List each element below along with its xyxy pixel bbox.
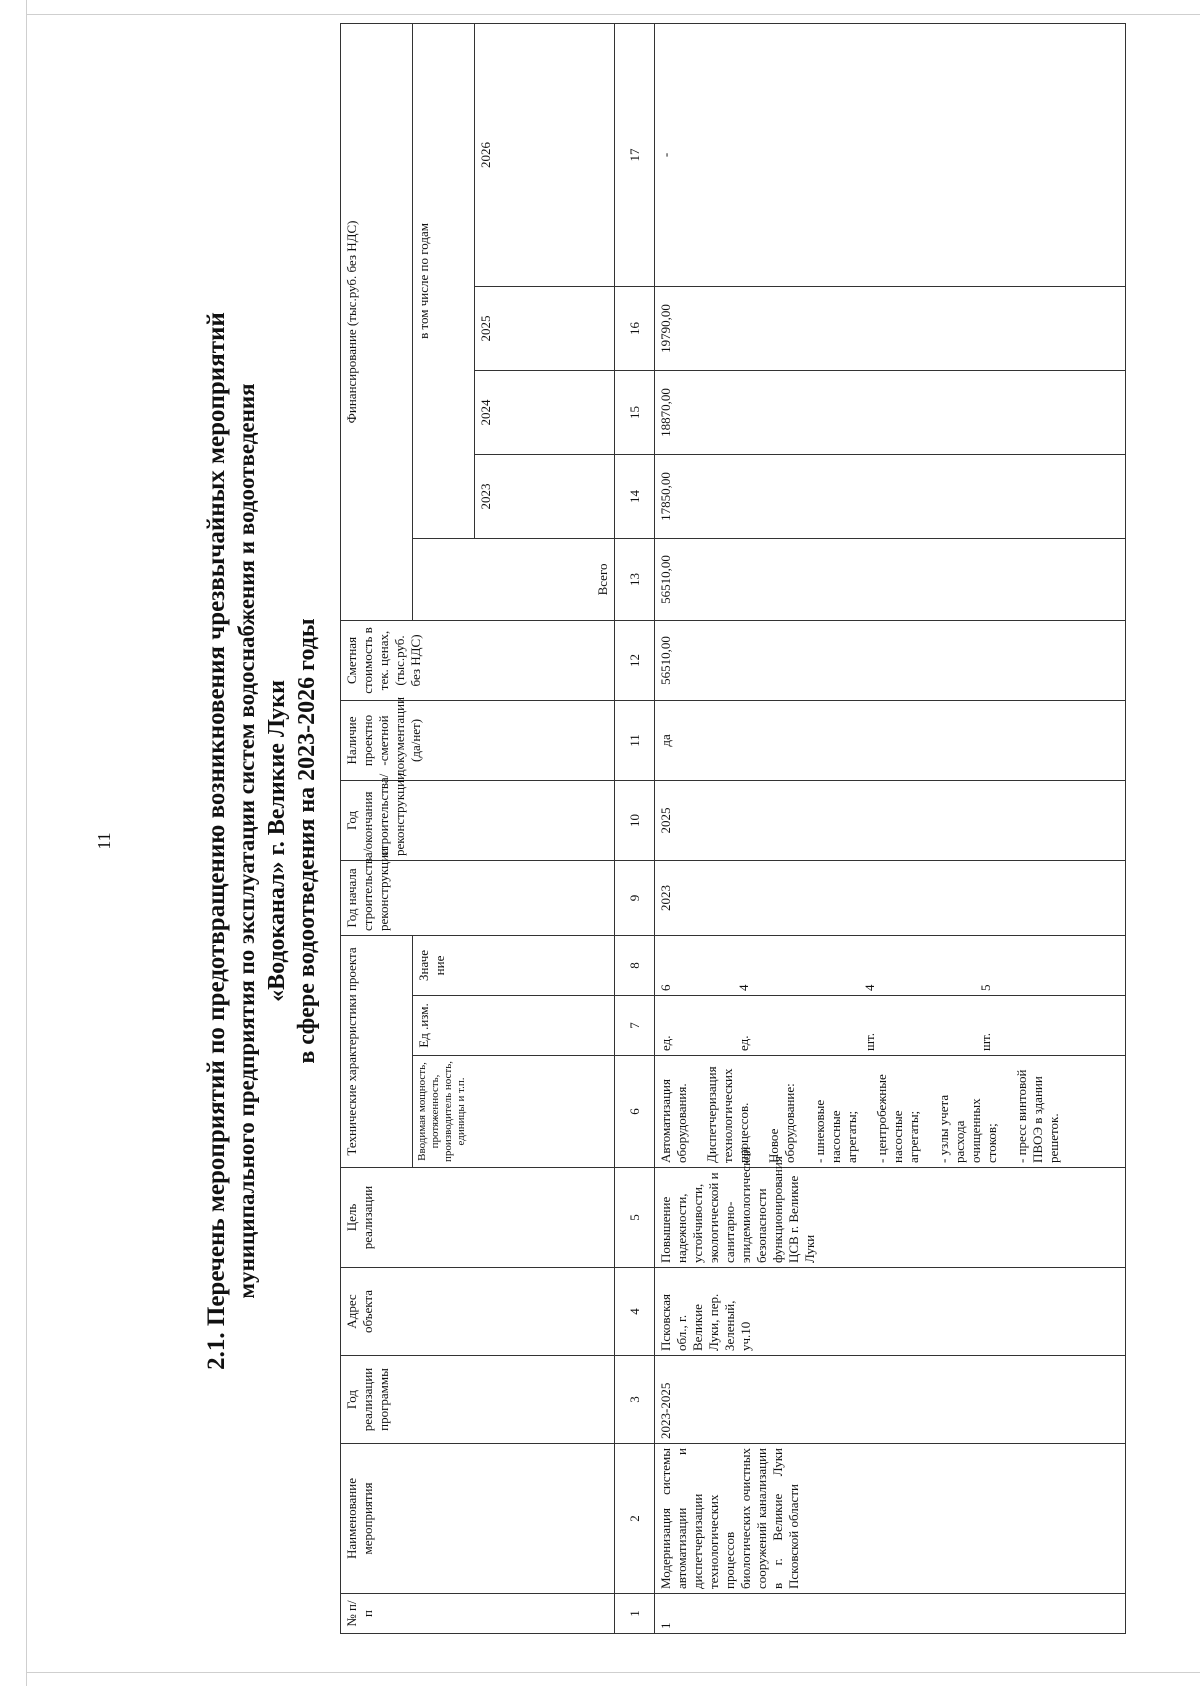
header-num: № п/п	[341, 1594, 615, 1634]
header-2025: 2025	[475, 286, 615, 370]
column-number: 13	[615, 538, 655, 620]
scan-bottom-border	[0, 1672, 1200, 1687]
row-start-year: 2023	[655, 860, 1126, 935]
column-number: 8	[615, 935, 655, 995]
row-goal: Повышение надежности, устойчивости, экологической и санитарно-эпидемиологической безопасности функционирования ЦСВ г. Великие Луки	[655, 1168, 1126, 1268]
header-tech: Технические характеристики проекта	[341, 935, 413, 1167]
column-number: 10	[615, 780, 655, 860]
row-2026: -	[655, 23, 1126, 286]
column-number: 3	[615, 1356, 655, 1444]
unit-value: ед.	[658, 1035, 673, 1051]
title-line-2: муниципального предприятия по эксплуатации систем водоснабжения и водоотведения	[234, 383, 259, 1299]
value-number: 5	[978, 984, 993, 991]
row-cost: 56510,00	[655, 620, 1126, 700]
header-docs: Наличие проектно -сметной документации (да/нет)	[341, 700, 615, 780]
column-number: 7	[615, 996, 655, 1056]
header-year-program: Год реализации программы	[341, 1356, 615, 1444]
row-name: Модернизация системы автоматизации и диспетчеризации технологических процессов биологических очистных сооружений канализации в г. Великие Луки Псковской области	[655, 1444, 1126, 1594]
row-year-program: 2023-2025	[655, 1356, 1126, 1444]
row-values	[655, 935, 1126, 995]
header-name: Наименование мероприятия	[341, 1444, 615, 1594]
tech-item: - центробежные насосные агрегаты;	[874, 1074, 921, 1163]
column-number: 15	[615, 370, 655, 454]
value-number: 4	[736, 984, 751, 991]
row-tech-characteristics	[655, 1056, 1126, 1168]
column-number: 16	[615, 286, 655, 370]
column-number: 12	[615, 620, 655, 700]
page-number: 11	[94, 832, 114, 850]
tech-item: - шнековые насосные агрегаты;	[812, 1099, 859, 1163]
column-number-row	[615, 23, 655, 1633]
header-2023: 2023	[475, 454, 615, 538]
column-number: 5	[615, 1168, 655, 1268]
header-2024: 2024	[475, 370, 615, 454]
title-line-1: 2.1. Перечень мероприятий по предотвращению возникновения чрезвычайных мероприятий	[203, 312, 230, 1370]
header-financing: Финансирование (тыс.руб. без НДС)	[341, 23, 413, 620]
column-number: 1	[615, 1594, 655, 1634]
header-by-years: в том числе по годам	[413, 23, 475, 538]
tech-item: - пресс винтовой ПВОЭ в здании решеток.	[1014, 1069, 1061, 1163]
header-address: Адрес объекта	[341, 1268, 615, 1356]
rotated-document-page	[12, 10, 1188, 1672]
row-2025: 19790,00	[655, 286, 1126, 370]
column-number: 17	[615, 23, 655, 286]
column-number: 9	[615, 860, 655, 935]
value-number: 6	[658, 984, 673, 991]
row-docs: да	[655, 700, 1126, 780]
tech-item: - узлы учета расхода очищенных стоков;	[936, 1094, 999, 1163]
tech-item: Диспетчеризация технологических процессов.	[704, 1066, 751, 1163]
row-address: Псковская обл., г. Великие Луки, пер. Зеленый, уч.10	[655, 1268, 1126, 1356]
header-value: Значе ние	[413, 935, 615, 995]
measures-table	[340, 23, 1126, 1634]
header-cost: Сметная стоимость в тек. ценах, (тыс.руб. без НДС)	[341, 620, 615, 700]
row-2023: 17850,00	[655, 454, 1126, 538]
title-line-3: «Водоканал» г. Великие Луки	[264, 680, 290, 1002]
document-title	[202, 50, 322, 1632]
row-total: 56510,00	[655, 538, 1126, 620]
table-row	[655, 23, 1126, 1633]
column-number: 2	[615, 1444, 655, 1594]
header-start-year: Год начала строительства/ реконструкции	[341, 860, 615, 935]
title-line-4: в сфере водоотведения на 2023-2026 годы	[294, 618, 320, 1064]
unit-value: шт.	[978, 1033, 993, 1051]
unit-value: ед.	[736, 1035, 751, 1051]
header-end-year: Год окончания строительства/ реконструкции	[341, 780, 615, 860]
unit-value: шт.	[862, 1033, 877, 1051]
row-units	[655, 996, 1126, 1056]
header-capacity: Вводимая мощность, протяженность, производитель ность, единицы и т.п.	[413, 1056, 615, 1168]
column-number: 6	[615, 1056, 655, 1168]
row-end-year: 2025	[655, 780, 1126, 860]
row-num: 1	[655, 1594, 1126, 1634]
column-number: 14	[615, 454, 655, 538]
header-financing-spacer: Всего	[413, 538, 615, 620]
header-goal: Цель реализации	[341, 1168, 615, 1268]
tech-item: Новое оборудование:	[766, 1083, 797, 1163]
column-number: 4	[615, 1268, 655, 1356]
header-2026: 2026	[475, 23, 615, 286]
row-2024: 18870,00	[655, 370, 1126, 454]
tech-item: Автоматизация оборудования.	[658, 1079, 689, 1163]
column-number: 11	[615, 700, 655, 780]
header-unit: Ед .изм.	[413, 996, 615, 1056]
value-number: 4	[862, 984, 877, 991]
